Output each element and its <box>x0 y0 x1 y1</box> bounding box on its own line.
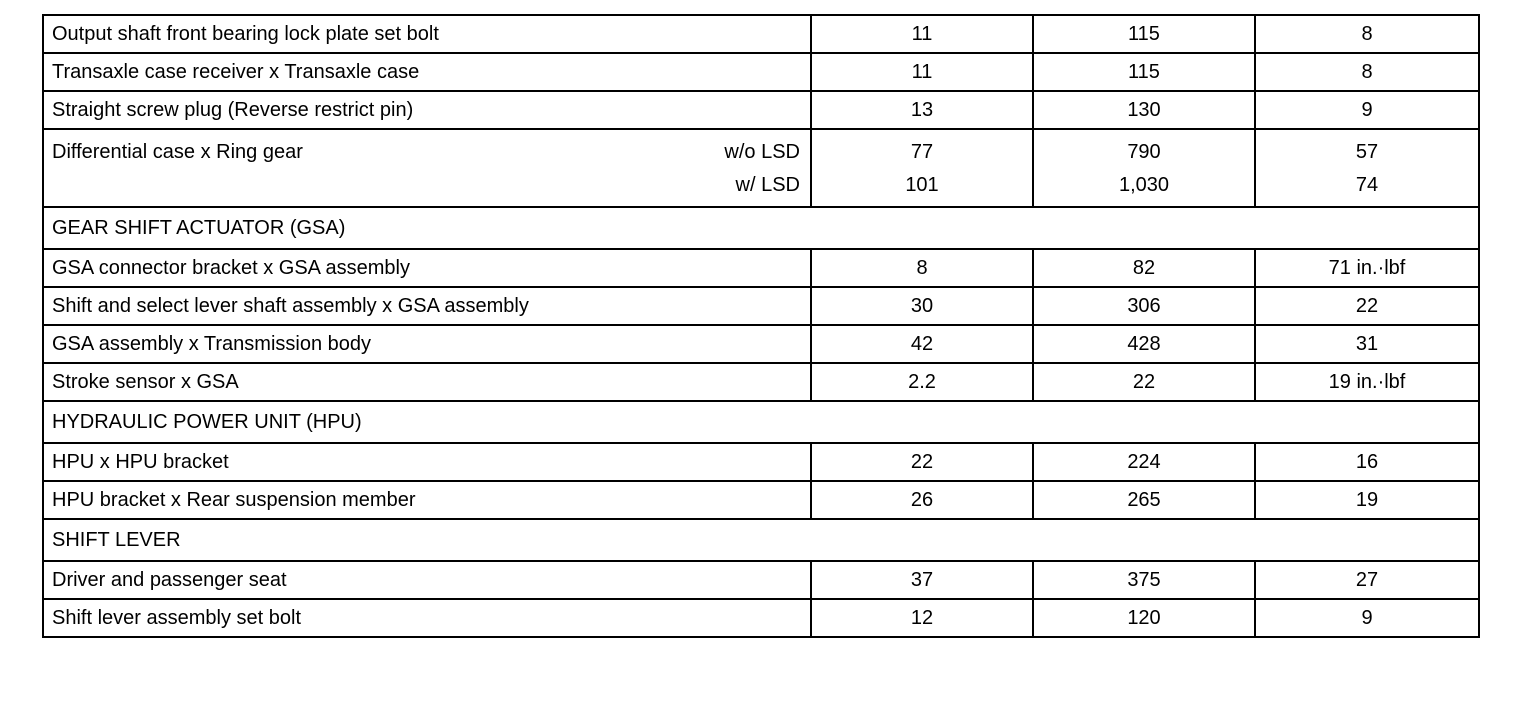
variant-column <box>724 140 802 206</box>
torque-kgfcm: 224 <box>1033 443 1255 481</box>
torque-ftlbf: 22 <box>1255 287 1479 325</box>
torque-nm: 2.2 <box>811 363 1033 401</box>
variant-label: w/ LSD <box>735 174 800 196</box>
torque-nm: 11 <box>811 53 1033 91</box>
part-name: GSA assembly x Transmission body <box>43 325 811 363</box>
table-row-differential <box>43 129 1479 207</box>
torque-ftlbf: 9 <box>1255 91 1479 129</box>
torque-kgfcm: 1,030 <box>1118 174 1170 196</box>
part-name: Straight screw plug (Reverse restrict pin) <box>43 91 811 129</box>
torque-nm: 30 <box>811 287 1033 325</box>
table-row <box>43 443 1479 481</box>
part-name: Transaxle case receiver x Transaxle case <box>43 53 811 91</box>
torque-kgfcm: 130 <box>1033 91 1255 129</box>
torque-nm: 26 <box>811 481 1033 519</box>
part-name: Differential case x Ring gear <box>52 141 303 163</box>
torque-nm: 42 <box>811 325 1033 363</box>
section-row <box>43 401 1479 443</box>
torque-ftlbf: 27 <box>1255 561 1479 599</box>
part-name-cell <box>43 129 811 207</box>
table-row <box>43 325 1479 363</box>
torque-nm-cell <box>811 129 1033 207</box>
section-row <box>43 519 1479 561</box>
section-heading-shift-lever: SHIFT LEVER <box>43 519 1479 561</box>
torque-ftlbf: 16 <box>1255 443 1479 481</box>
section-heading-gsa: GEAR SHIFT ACTUATOR (GSA) <box>43 207 1479 249</box>
part-name: Shift lever assembly set bolt <box>43 599 811 637</box>
table-row <box>43 599 1479 637</box>
table-row <box>43 249 1479 287</box>
torque-ftlbf: 8 <box>1255 15 1479 53</box>
torque-ftlbf: 57 <box>1355 141 1379 163</box>
torque-spec-table <box>42 14 1480 638</box>
table-row <box>43 15 1479 53</box>
table-row <box>43 287 1479 325</box>
torque-kgfcm: 115 <box>1033 15 1255 53</box>
part-name: HPU bracket x Rear suspension member <box>43 481 811 519</box>
table-row <box>43 91 1479 129</box>
part-name: Shift and select lever shaft assembly x GSA assembly <box>43 287 811 325</box>
torque-nm: 22 <box>811 443 1033 481</box>
torque-nm: 12 <box>811 599 1033 637</box>
torque-kgfcm: 428 <box>1033 325 1255 363</box>
torque-kgfcm: 375 <box>1033 561 1255 599</box>
torque-ftlbf: 74 <box>1355 174 1379 196</box>
torque-ftlbf: 19 in.·lbf <box>1255 363 1479 401</box>
torque-nm: 37 <box>811 561 1033 599</box>
torque-kgfcm: 22 <box>1033 363 1255 401</box>
torque-nm: 13 <box>811 91 1033 129</box>
torque-kgfcm: 790 <box>1127 141 1161 163</box>
part-name: Driver and passenger seat <box>43 561 811 599</box>
table-row <box>43 53 1479 91</box>
torque-kgfcm: 265 <box>1033 481 1255 519</box>
torque-spec-page <box>42 14 1478 638</box>
torque-nm: 11 <box>811 15 1033 53</box>
torque-nm: 77 <box>910 141 934 163</box>
table-row <box>43 481 1479 519</box>
torque-kgfcm: 115 <box>1033 53 1255 91</box>
part-name: HPU x HPU bracket <box>43 443 811 481</box>
variant-label: w/o LSD <box>724 141 800 163</box>
torque-kgfcm-cell <box>1033 129 1255 207</box>
section-heading-hpu: HYDRAULIC POWER UNIT (HPU) <box>43 401 1479 443</box>
torque-ftlbf: 8 <box>1255 53 1479 91</box>
part-name: GSA connector bracket x GSA assembly <box>43 249 811 287</box>
torque-kgfcm: 306 <box>1033 287 1255 325</box>
table-row <box>43 561 1479 599</box>
torque-nm: 8 <box>811 249 1033 287</box>
torque-ftlbf: 9 <box>1255 599 1479 637</box>
torque-kgfcm: 82 <box>1033 249 1255 287</box>
torque-ftlbf-cell <box>1255 129 1479 207</box>
section-row <box>43 207 1479 249</box>
torque-nm: 101 <box>905 174 939 196</box>
torque-ftlbf: 19 <box>1255 481 1479 519</box>
part-name: Stroke sensor x GSA <box>43 363 811 401</box>
torque-ftlbf: 31 <box>1255 325 1479 363</box>
torque-ftlbf: 71 in.·lbf <box>1255 249 1479 287</box>
torque-kgfcm: 120 <box>1033 599 1255 637</box>
table-row <box>43 363 1479 401</box>
part-name: Output shaft front bearing lock plate set bolt <box>43 15 811 53</box>
